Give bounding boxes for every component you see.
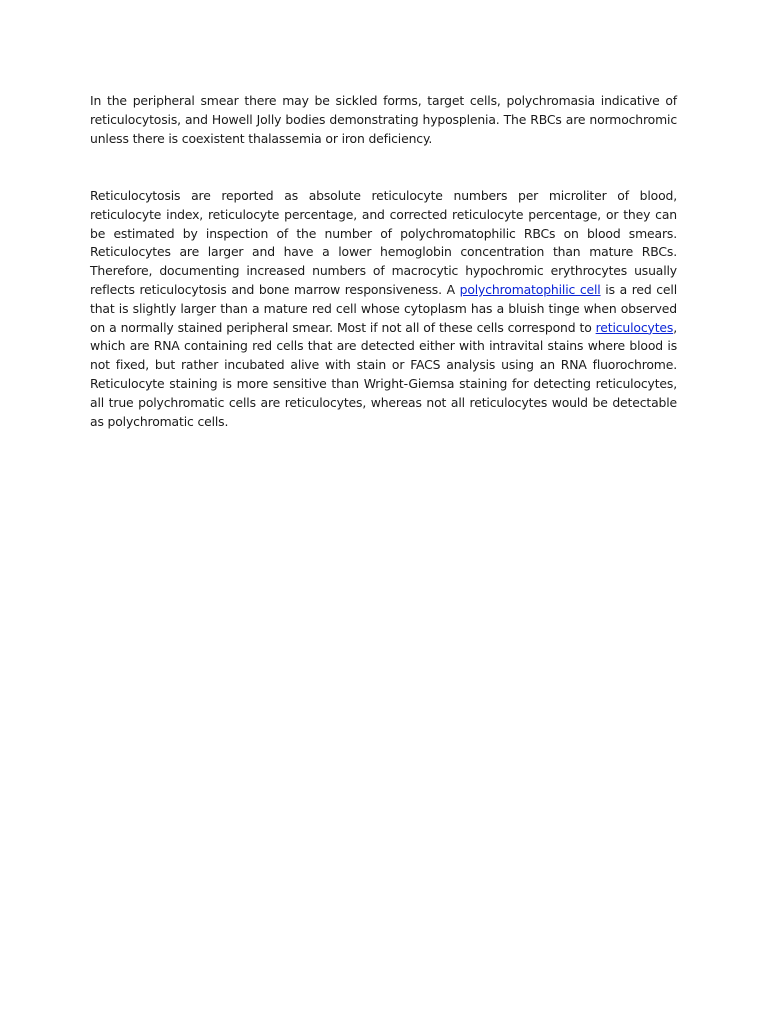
reticulocytes-link[interactable]: reticulocytes (595, 319, 674, 335)
paragraph-peripheral-smear: In the peripheral smear there may be sickled forms, target cells, polychromasia indicative of reticulocytosis, and Howell Jolly bodies demonstrating hyposplenia. The RBCs are normochromic unless there is coexistent thalassemia or iron deficiency. (90, 93, 677, 146)
paragraph-text-part-1: Reticulocytosis are reported as absolute reticulocyte numbers per microliter of blood, reticulocyte index, reticulocyte percentage, and corrected reticulocyte percentage, or they can be estimated by inspection of the number of polychromatophilic RBCs on blood smears. Reticulocytes are larger and have a lower hemoglobin concentration than mature RBCs. Therefore, documenting increased numbers of macrocytic hypochromic erythrocytes usually reflects reticulocytosis and bone marrow responsiveness. A (90, 188, 677, 297)
paragraph-reticulocytosis (90, 187, 677, 431)
paragraph-text-part-2: is a red cell that is slightly larger than a mature red cell whose cytoplasm has a bluish tinge when observed on a normally stained peripheral smear. Most if not all of these cells correspond to (90, 281, 677, 335)
polychromatophilic-cell-link[interactable]: polychromatophilic cell (459, 281, 601, 297)
paragraph-text-part-3: , which are RNA containing red cells that are detected either with intravital stains where blood is not fixed, but rather incubated alive with stain or FACS analysis using an RNA fluorochrome. Reticulocyte staining is more sensitive than Wright-Giemsa staining for detecting reticulocytes, all true polychromatic cells are reticulocytes, whereas not all reticulocytes would be detectable as polychromatic cells. (90, 319, 677, 429)
